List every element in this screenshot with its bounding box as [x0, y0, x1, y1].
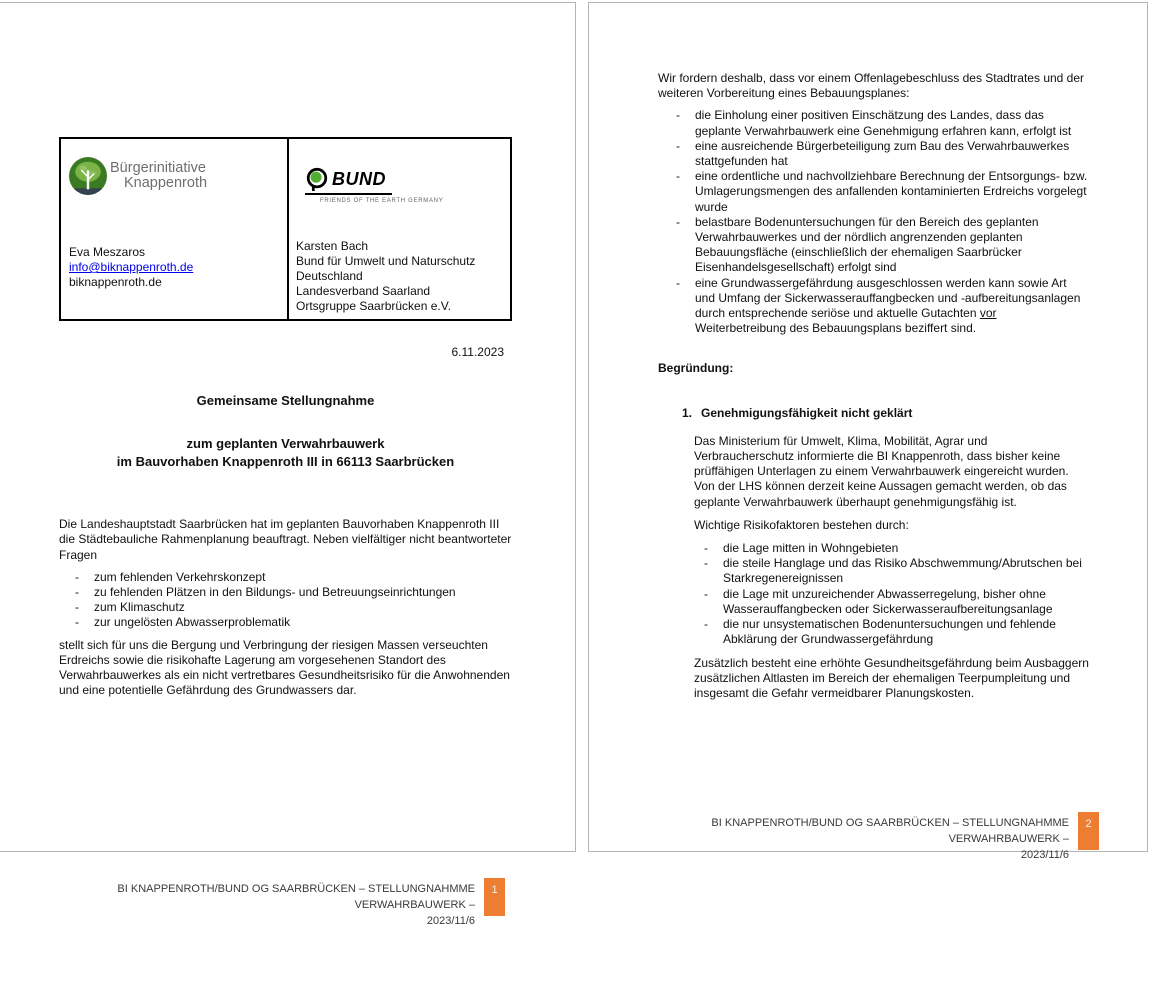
footer-text — [658, 812, 1078, 863]
list-item: - die Einholung einer positiven Einschätzung des Landes, dass das geplante Verwahrbauwerk eine Genehmigung erfahren kann, erfolgt ist — [676, 108, 1072, 138]
bund-org-line2: Landesverband Saarland — [296, 284, 431, 298]
letterhead-table — [59, 137, 512, 321]
dash-marker: - — [704, 617, 708, 632]
dash-marker: - — [676, 275, 680, 290]
list-item: - die steile Hanglage und das Risiko Abschwemmung/Abrutschen bei Starkregenereignissen — [704, 556, 1082, 586]
paragraph-additional-risk: Zusätzlich besteht eine erhöhte Gesundheitsgefährdung beim Ausbaggern zusätzlichen Altlasten im Bereich der ehemaligen Teerpumpleitung und insgesamt die Gefahr vermeidbarer Planungskosten. — [694, 655, 1089, 700]
subtitle-line2: im Bauvorhaben Knappenroth III in 66113 Saarbrücken — [116, 454, 455, 470]
paragraph-lhs: Von der LHS können derzeit keine Aussagen gemacht werden, ob das geplante Verwahrbauwerk überhaupt genehmigungsfähig ist. — [694, 479, 1067, 509]
page-number-badge: 2 — [1078, 812, 1099, 850]
bund-wordmark: BUND — [332, 168, 386, 189]
list-item: - zur ungelösten Abwasserproblematik — [75, 615, 291, 630]
numbered-heading-title: Genehmigungsfähigkeit nicht geklärt — [701, 405, 913, 420]
bund-circle-icon — [305, 167, 329, 191]
section-1-body — [694, 434, 1089, 701]
page-footer — [658, 812, 1099, 863]
list-number: 1. — [682, 405, 693, 420]
dash-marker: - — [75, 569, 79, 584]
open-questions-list — [59, 570, 512, 631]
bund-tagline: FRIENDS OF THE EARTH GERMANY — [320, 198, 444, 204]
dash-marker: - — [676, 108, 680, 123]
page-footer — [59, 878, 505, 929]
tree-icon — [69, 157, 107, 195]
list-item: - zum Klimaschutz — [75, 600, 185, 615]
footer-line1: BI KNAPPENROTH/BUND OG SAARBRÜCKEN – STELLUNGNAHMME VERWAHRBAUWERK – — [711, 817, 1069, 845]
dash-marker: - — [704, 556, 708, 571]
page-1 — [0, 2, 576, 927]
bi-website: biknappenroth.de — [69, 275, 162, 289]
section-heading-begruendung: Begründung: — [658, 361, 734, 376]
bi-contact-name: Eva Meszaros — [69, 245, 146, 259]
bund-contact-name: Karsten Bach — [296, 239, 369, 253]
list-item: - die nur unsystematischen Bodenuntersuchungen und fehlende Abklärung der Grundwassergefährdung — [704, 617, 1056, 647]
page-number-badge: 1 — [484, 878, 505, 916]
paragraph-intro: Die Landeshauptstadt Saarbrücken hat im geplanten Bauvorhaben Knappenroth III die Städtebauliche Rahmenplanung beauftragt. Neben vielfältiger nicht beantworteter Fragen — [59, 517, 512, 562]
bi-knappenroth-logo — [69, 157, 207, 195]
document-subtitle — [59, 435, 512, 471]
dash-marker: - — [75, 615, 79, 630]
bi-logo-line1: Bürgerinitiative — [110, 160, 206, 176]
subtitle-line1: zum geplanten Verwahrbauwerk — [186, 436, 385, 452]
dash-marker: - — [75, 600, 79, 615]
bund-contact-block — [296, 239, 511, 314]
footer-line1: BI KNAPPENROTH/BUND OG SAARBRÜCKEN – STELLUNGNAHMME VERWAHRBAUWERK – — [117, 883, 475, 911]
paragraph-demands-intro: Wir fordern deshalb, dass vor einem Offenlagebeschluss des Stadtrates und der weiteren Vorbereitung eines Bebauungsplanes: — [658, 71, 1085, 101]
footer-text — [59, 878, 484, 929]
dash-marker: - — [75, 585, 79, 600]
list-item: - eine ordentliche und nachvollziehbare Berechnung der Entsorgungs- bzw. Umlagerungsmengen des anfallenden kontaminierten Erdreichs vorgelegt wurde — [676, 169, 1088, 214]
list-item: - zum fehlenden Verkehrskonzept — [75, 569, 266, 584]
bund-org-line3: Ortsgruppe Saarbrücken e.V. — [296, 299, 451, 313]
numbered-heading-1 — [658, 406, 1089, 421]
bi-email-link[interactable]: info@biknappenroth.de — [69, 260, 194, 274]
dash-marker: - — [676, 138, 680, 153]
list-item: - eine Grundwassergefährdung ausgeschlossen werden kann sowie Art und Umfang der Sickerwasserauffangbecken und -aufbereitungsanlagen durch entsprechende seriöse und aktuelle Gutachten vor Weiterbetreibung des Bebauungsplans beziffert sind. — [676, 275, 1081, 336]
bi-logo-wordmark — [110, 161, 207, 191]
bund-logo — [305, 167, 443, 204]
risk-factors-intro: Wichtige Risikofaktoren bestehen durch: — [694, 517, 909, 532]
document-title: Gemeinsame Stellungnahme — [196, 393, 375, 409]
dash-marker: - — [676, 169, 680, 184]
page-2 — [588, 2, 1148, 861]
bi-contact-block — [69, 245, 193, 290]
paragraph-ministry: Das Ministerium für Umwelt, Klima, Mobilität, Agrar und Verbraucherschutz informierte die BI Knappenroth, dass bisher keine prüffähigen Unterlagen zu einem Verwahrbauwerk eingereicht wurden. — [694, 433, 1069, 479]
dash-marker: - — [704, 586, 708, 601]
list-item: - eine ausreichende Bürgerbeteiligung zum Bau des Verwahrbauwerkes stattgefunden hat — [676, 138, 1070, 169]
dash-marker: - — [704, 541, 708, 556]
letterhead-cell-bund — [289, 139, 510, 319]
footer-line2: 2023/11/6 — [1020, 849, 1069, 861]
underlined-word: vor — [979, 306, 997, 321]
dash-marker: - — [676, 214, 680, 229]
risk-factors-list — [694, 541, 1089, 647]
bi-logo-line2: Knappenroth — [124, 175, 208, 191]
bund-org-line1: Bund für Umwelt und Naturschutz Deutschland — [296, 254, 476, 283]
document-date: 6.11.2023 — [451, 345, 504, 359]
paragraph-risk-statement: stellt sich für uns die Bergung und Verbringung der riesigen Massen verseuchten Erdreichs sowie die risikohafte Lagerung am vorgesehenen Standort des Verwahrbauwerkes als ein nicht vertretbares Gesundheitsrisiko für die Anwohnenden und eine potentielle Gefährdung des Grundwassers dar. — [59, 637, 510, 698]
letterhead-cell-bi — [61, 139, 289, 319]
list-item: - belastbare Bodenuntersuchungen für den Bereich des geplanten Verwahrbauwerkes und der nördlich angrenzenden geplanten Bebauungsfläche (einschließlich der ehemaligen Saarbrücker Eisenhandelsgesellschaft) erfolgt sind — [676, 214, 1039, 275]
footer-line2: 2023/11/6 — [426, 915, 475, 927]
list-item: - die Lage mitten in Wohngebieten — [704, 541, 899, 556]
list-item: - die Lage mit unzureichender Abwasserregelung, bisher ohne Wasserauffangbecken oder Sickerwasseraufbereitungsanlage — [704, 586, 1053, 616]
demands-list — [658, 108, 1089, 336]
list-item: - zu fehlenden Plätzen in den Bildungs- und Betreuungseinrichtungen — [75, 585, 456, 600]
